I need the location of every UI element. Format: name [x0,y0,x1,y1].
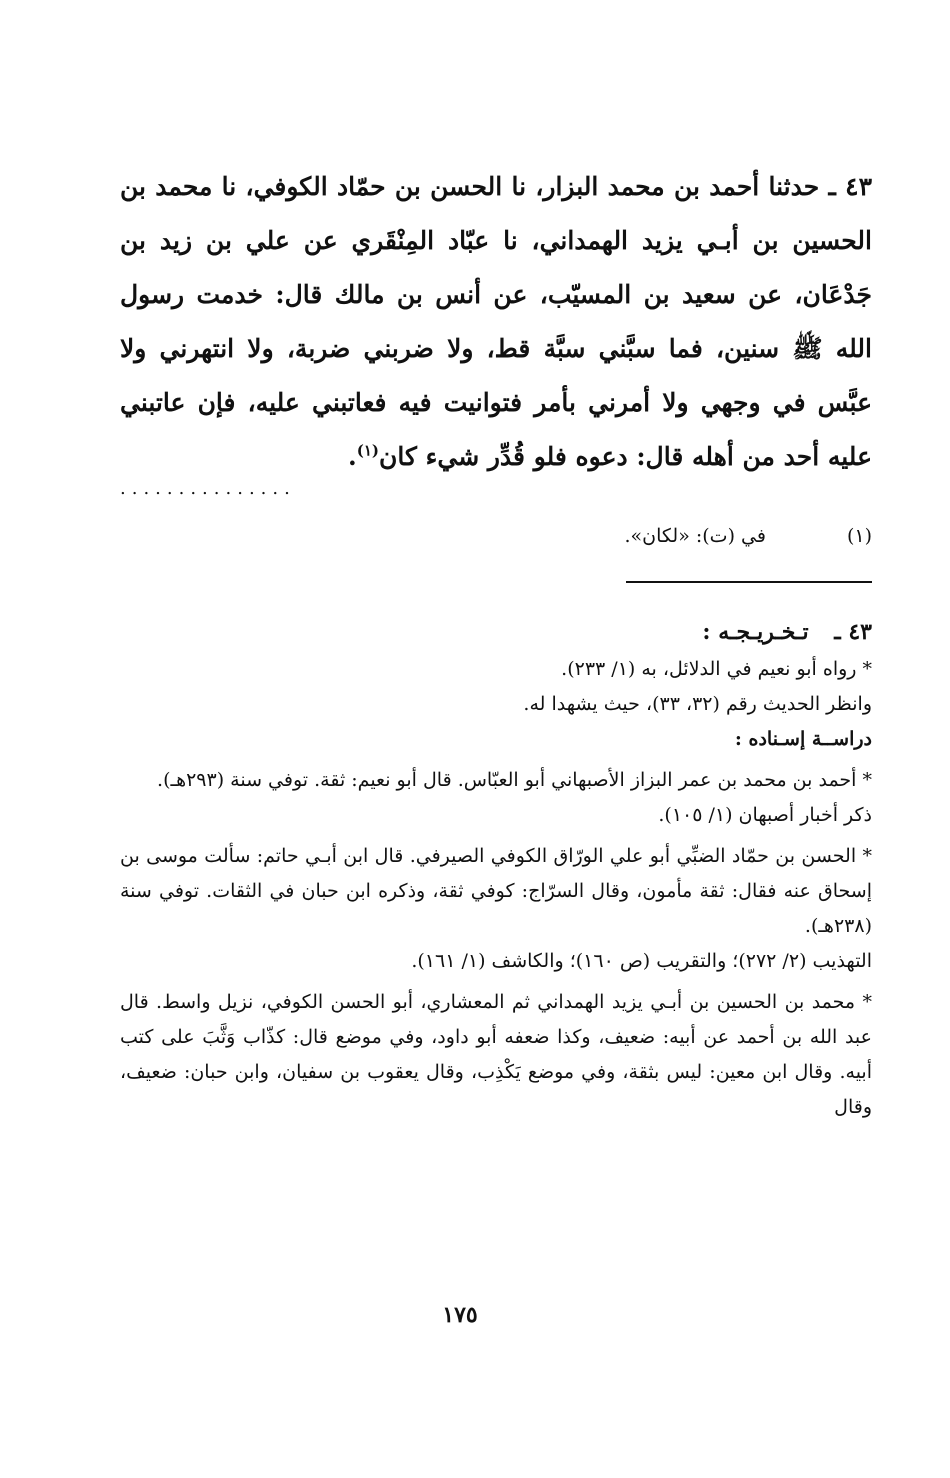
narrator-3: * محمد بن الحسين بن أبـي يزيد الهمداني ثم المعشاري، أبو الحسن الكوفي، نزيل واسط. قال عبد الله بن أحمد عن أبيه: ضعيف، وكذا ضعفه أبو داود، وفي موضع قال: كذّاب وَثَّبَ على كتب أبيه. وقال ابن معين: ليس بثقة، وفي موضع يَكْذِب، وقال يعقوب بن سفيان، وابن حبان: ضعيف، وقال [120,991,872,1118]
takhrij-line-1: * رواه أبو نعيم في الدلائل، به (١/ ٢٣٣). [561,658,872,680]
footnote-text: في (ت): «لكان». [624,525,766,547]
narrator-1-reference: ذكر أخبار أصبهان (١/ ١٠٥). [658,804,872,826]
section-divider [626,581,872,583]
footnote-reference: (١) [356,441,380,460]
page-number: ١٧٥ [442,1302,478,1328]
takhrij-section [120,612,872,1125]
hadith-dash: ـ [828,172,836,201]
hadith-end: . [348,442,357,471]
hadith-paragraph [120,160,872,484]
narrator-1: * أحمد بن محمد بن عمر البزاز الأصبهاني أبو العبّاس. قال أبو نعيم: ثقة. توفي سنة (٢٩٣هـ). [157,769,872,791]
hadith-number: ٤٣ [845,172,872,201]
isnad-study-heading: دراســة إسـناده : [734,728,872,750]
narrator-2-reference: التهذيب (٢/ ٢٧٢)؛ والتقريب (ص ١٦٠)؛ والكاشف (١/ ١٦١). [411,950,872,972]
takhrij-line-2: وانظر الحديث رقم (٣٢، ٣٣)، حيث يشهدا له. [523,693,872,715]
footnote-separator-dots: ............... [120,478,296,499]
narrator-2: * الحسن بن حمّاد الضبِّي أبو علي الورّاق الكوفي الصيرفي. قال ابن أبـي حاتم: سألت موسى بن إسحاق عنه فقال: ثقة مأمون، وقال السرّاج: كوفي ثقة، وذكره ابن حبان في الثقات. توفي سنة (٢٣٨هـ). [120,845,872,937]
hadith-text: حدثنا أحمد بن محمد البزار، نا الحسن بن حمّاد الكوفي، نا محمد بن الحسين بن أبـي يزيد الهمداني، نا عبّاد المِنْقَري عن علي بن زيد بن جَدْعَان، عن سعيد بن المسيّب، عن أنس بن مالك قال: خدمت رسول الله ﷺ سنين، فما سبَّني سبَّة قط، ولا ضربني ضربة، ولا انتهرني ولا عبَّس في وجهي ولا أمرني بأمر فتوانيت فيه فعاتبني عليه، فإن عاتبني عليه أحد من أهله قال: دعوه فلو قُدِّر شيء كان [120,172,872,471]
footnote-marker: (١) [846,525,872,547]
takhrij-heading [120,612,872,652]
book-page [120,0,872,1478]
footnote [120,518,872,554]
takhrij-heading-title: تـخـريـجـه : [702,619,809,645]
takhrij-heading-number: ٤٣ ـ [834,619,872,645]
